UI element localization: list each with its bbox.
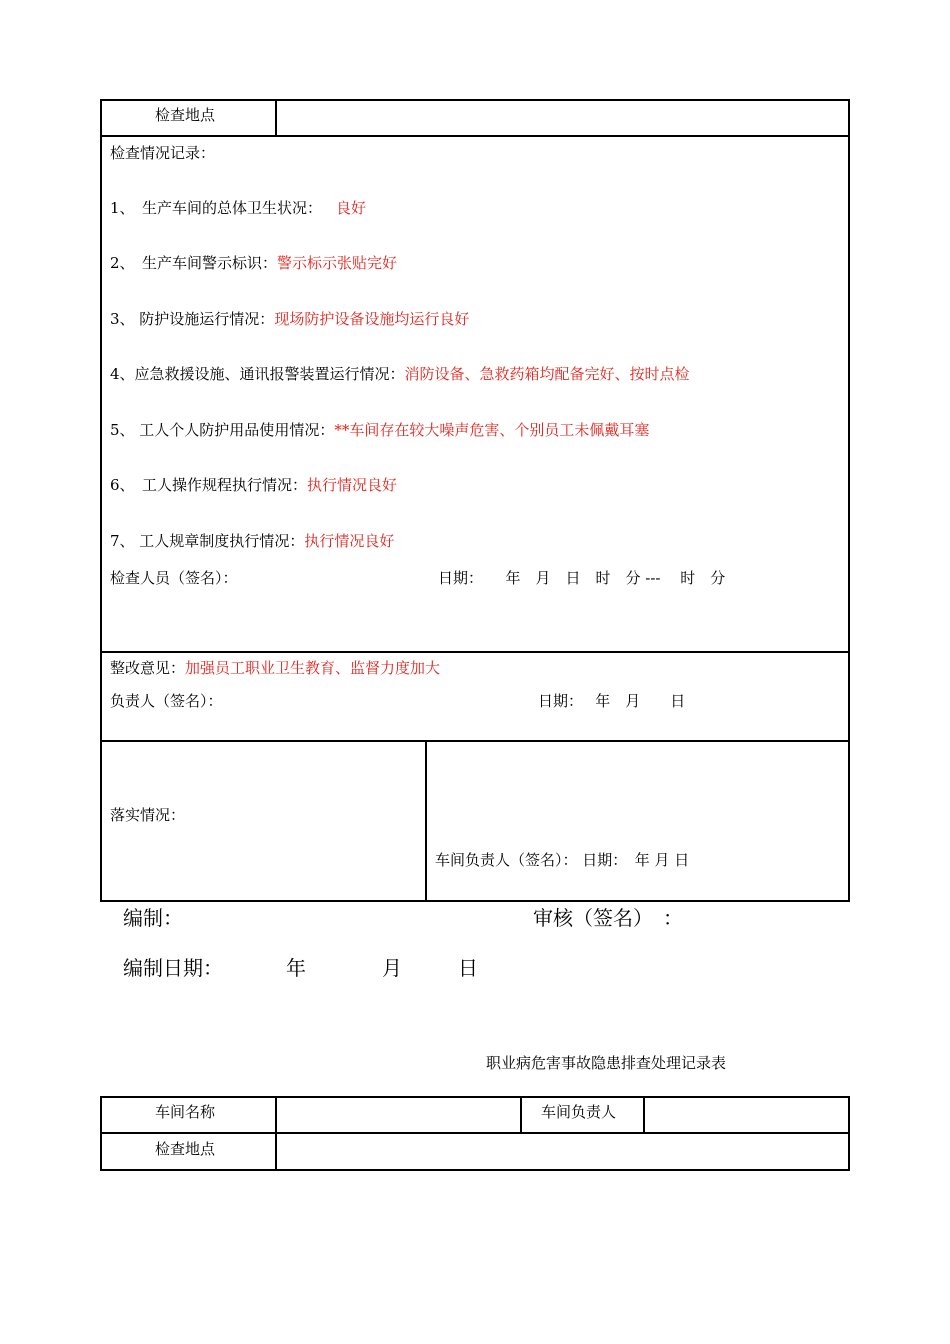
table-divider [100, 740, 850, 742]
check-item-value: 现场防护设备设施均运行良好 [274, 310, 470, 328]
inspection-form-table [100, 99, 850, 902]
check-item-label: 1、 生产车间的总体卫生状况： [110, 199, 323, 217]
form2-title: 职业病危害事故隐患排查处理记录表 [486, 1054, 727, 1072]
form2-location-label: 检查地点 [155, 1140, 216, 1158]
table-divider [100, 1132, 850, 1134]
inspector-date: 日期： 年 月 日 时 分 --- 时 分 [438, 569, 726, 587]
location-label: 检查地点 [155, 106, 216, 124]
check-item-label: 2、 生产车间警示标识： [110, 254, 278, 272]
check-item-value: 良好 [336, 199, 367, 217]
check-item [110, 363, 690, 384]
check-item [110, 474, 397, 495]
check-item [110, 197, 366, 218]
record-heading: 检查情况记录： [110, 144, 216, 162]
check-item [110, 252, 397, 273]
check-item-label: 5、 工人个人防护用品使用情况： [110, 421, 335, 439]
workshop-head-label: 车间负责人 [541, 1103, 617, 1121]
table-divider [275, 99, 277, 137]
compiled-date-month: 月 [382, 956, 402, 980]
check-item-label: 7、 工人规章制度执行情况： [110, 532, 305, 550]
table-divider [520, 1096, 522, 1134]
check-item [110, 308, 469, 329]
table-divider [100, 651, 850, 653]
table-divider [425, 740, 427, 902]
workshop-name-label: 车间名称 [155, 1103, 216, 1121]
compiled-by-label: 编制： [123, 906, 183, 930]
check-item-value: 警示标示张贴完好 [277, 254, 398, 272]
compiled-date-day: 日 [458, 956, 478, 980]
table-divider [275, 1096, 277, 1171]
workshop-name-input[interactable] [278, 1098, 518, 1131]
check-item [110, 530, 394, 551]
form2-location-input[interactable] [278, 1135, 846, 1168]
location-input[interactable] [278, 101, 846, 134]
responsible-date: 日期： 年 月 日 [538, 692, 686, 710]
check-item-value: 执行情况良好 [307, 476, 398, 494]
compiled-date-year: 年 [286, 956, 306, 980]
check-item [110, 419, 649, 440]
workshop-head-input[interactable] [646, 1098, 846, 1131]
check-item-label: 6、 工人操作规程执行情况： [110, 476, 308, 494]
reviewer-signature-label: 审核（签名） ： [533, 906, 683, 930]
check-item-label: 4、应急救援设施、通讯报警装置运行情况： [110, 365, 405, 383]
inspector-signature-label: 检查人员（签名）： [110, 569, 238, 587]
table-divider [643, 1096, 645, 1134]
table-divider [100, 135, 850, 137]
rectify-label: 整改意见： [110, 659, 186, 677]
check-item-label: 3、 防护设施运行情况： [110, 310, 275, 328]
implementation-label: 落实情况： [110, 806, 186, 824]
rectify-value: 加强员工职业卫生教育、监督力度加大 [185, 659, 441, 677]
check-item-value: 消防设备、急救药箱均配备完好、按时点检 [404, 365, 690, 383]
check-item-value: **车间存在较大噪声危害、个别员工未佩戴耳塞 [334, 421, 650, 439]
responsible-signature-label: 负责人（签名）： [110, 692, 223, 710]
check-item-value: 执行情况良好 [304, 532, 395, 550]
compiled-date-label: 编制日期： [123, 956, 223, 980]
rectification-opinion [110, 657, 440, 678]
workshop-head-signature: 车间负责人（签名）： 日期： 年 月 日 [435, 851, 690, 869]
